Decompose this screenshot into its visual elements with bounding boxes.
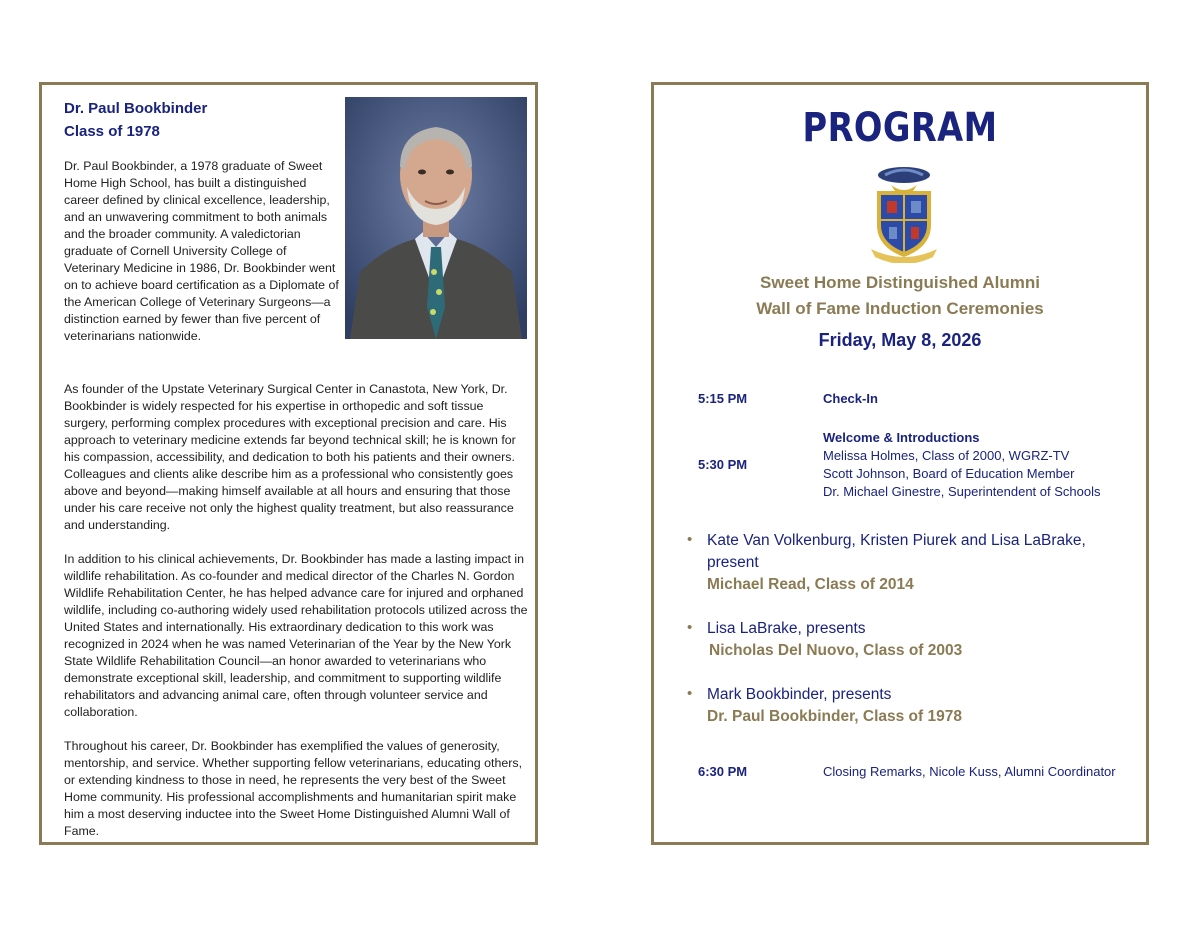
- school-crest-icon: [867, 165, 941, 263]
- bio-paragraph-2: As founder of the Upstate Veterinary Surgical Center in Canastota, New York, Dr. Bookbinder is widely respected for his expertise in orthopedic and soft tissue surgery, performing complex procedures with exceptional precision and care. His approach to veterinary medicine extends far beyond technical skill; he is known for his compassion, accessibility, and dedication to both his patients and their owners. Colleagues and clients alike describe him as a professional who consistently goes above and beyond—making himself available at all hours and ensuring that those under his care receive not only the highest quality treatment, but also reassurance and understanding.: [64, 382, 516, 532]
- portrait-photo: [345, 97, 527, 339]
- bullet-icon: •: [687, 619, 693, 636]
- schedule-event-block: [823, 429, 1100, 501]
- schedule-time: 6:30 PM: [698, 764, 748, 779]
- program-panel: [651, 82, 1149, 845]
- presentation-item: [687, 530, 1127, 596]
- portrait-illustration: [345, 97, 527, 339]
- bio-paragraph-1: Dr. Paul Bookbinder, a 1978 graduate of Sweet Home High School, has built a distinguished career defined by clinical excellence, leadership, and an unwavering commitment to both animals and the broader community. A valedictorian graduate of Cornell University College of Veterinary Medicine in 1986, Dr. Bookbinder went on to achieve board certification as a Diplomate of the American College of Veterinary Surgeons—a distinction earned by fewer than five percent of veterinarians nationwide.: [64, 159, 339, 343]
- schedule-event: Welcome & Introductions: [823, 430, 980, 445]
- schedule-detail: Scott Johnson, Board of Education Member: [823, 466, 1075, 481]
- presenter: Kate Van Volkenburg, Kristen Piurek and Lisa LaBrake, present: [707, 532, 1086, 571]
- presentation-item: [687, 684, 1127, 728]
- schedule-time: 5:15 PM: [698, 391, 748, 406]
- schedule-time: 5:30 PM: [698, 457, 748, 472]
- presentation-item: [687, 618, 1127, 662]
- schedule-detail: Dr. Michael Ginestre, Superintendent of Schools: [823, 484, 1101, 499]
- program-subtitle-line-2: Wall of Fame Induction Ceremonies: [756, 299, 1044, 318]
- bio-panel: [39, 82, 538, 845]
- schedule-event: Closing Remarks, Nicole Kuss, Alumni Coordinator: [823, 764, 1116, 779]
- bio-paragraph-4: Throughout his career, Dr. Bookbinder has exemplified the values of generosity, mentorship, and service. Whether supporting fellow veterinarians, educating others, or extending kindness to those in need, he represents the very best of the Sweet Home community. His professional accomplishments and humanitarian spirit make him a most deserving inductee into the Sweet Home Distinguished Alumni Wall of Fame.: [64, 739, 523, 838]
- presenter: Lisa LaBrake, presents: [707, 620, 866, 637]
- program-title: PROGRAM: [802, 105, 998, 151]
- schedule-event: Check-In: [823, 391, 878, 406]
- bullet-icon: •: [687, 531, 693, 548]
- program-subtitle-line-1: Sweet Home Distinguished Alumni: [760, 273, 1040, 292]
- bio-name: Dr. Paul Bookbinder: [64, 100, 208, 117]
- bio-heading: [64, 97, 207, 143]
- honoree: Michael Read, Class of 2014: [707, 576, 914, 593]
- presenter: Mark Bookbinder, presents: [707, 686, 892, 703]
- bio-class: Class of 1978: [64, 123, 160, 140]
- honoree: Dr. Paul Bookbinder, Class of 1978: [707, 708, 962, 725]
- bio-paragraph-3: In addition to his clinical achievements, Dr. Bookbinder has made a lasting impact in wildlife rehabilitation. As co-founder and medical director of the Charles N. Gordon Wildlife Rehabilitation Center, he has helped advance care for injured and orphaned wildlife, including co-authoring widely used rehabilitation protocols utilized across the United States and internationally. His extraordinary dedication to this work was recognized in 2024 when he was named Veterinarian of the Year by the New York State Wildlife Rehabilitation Council—an honor awarded to veterinarians who demonstrate exceptional skill, leadership, and commitment to supporting wildlife rehabilitators and advancing animal care, often through volunteer service and collaboration.: [64, 552, 528, 719]
- honoree: Nicholas Del Nuovo, Class of 2003: [709, 642, 963, 659]
- bullet-icon: •: [687, 685, 693, 702]
- schedule-detail: Melissa Holmes, Class of 2000, WGRZ-TV: [823, 448, 1070, 463]
- event-date: Friday, May 8, 2026: [818, 330, 982, 350]
